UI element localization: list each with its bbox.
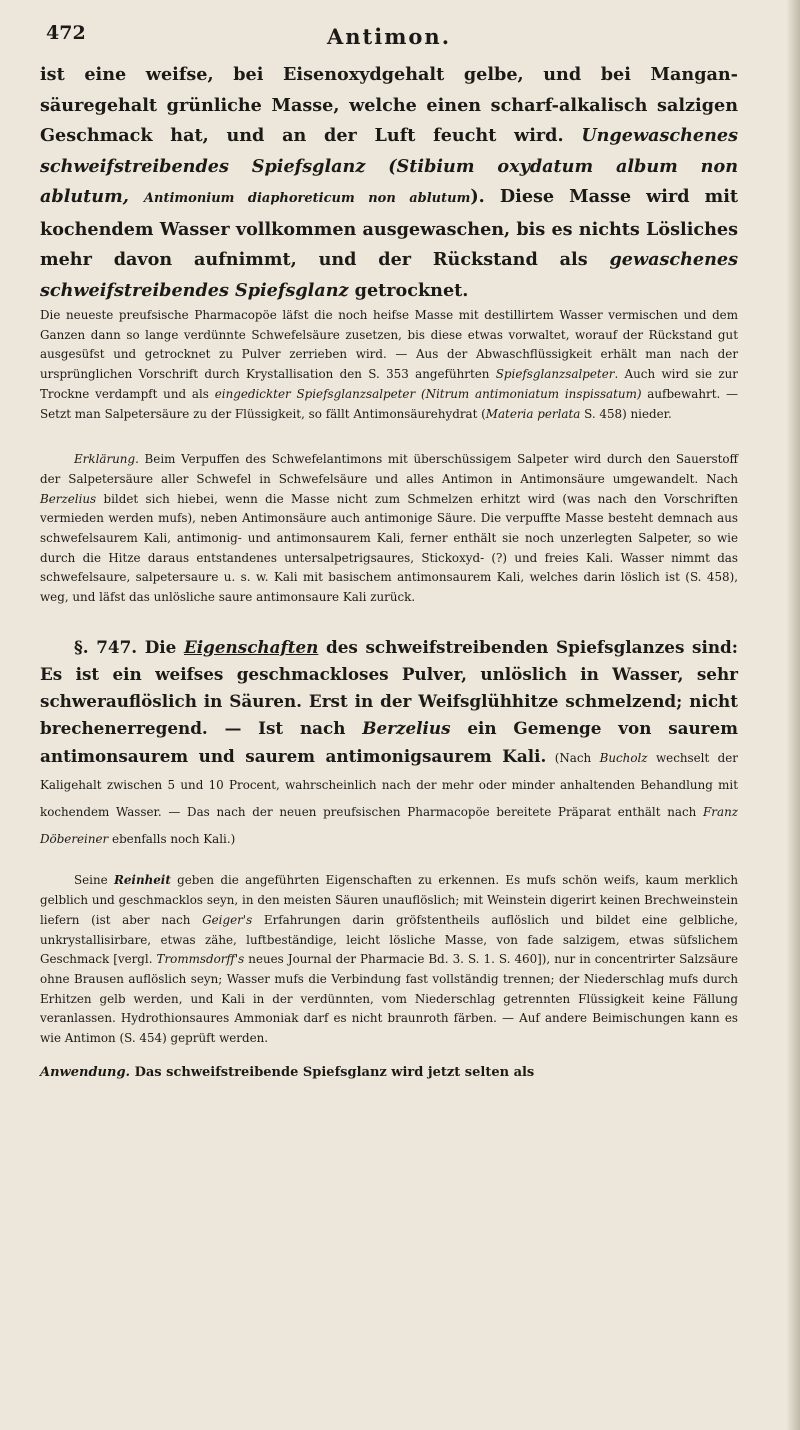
explanation-text-2: bildet sich hiebei, wenn die Masse nicht zum Schmelzen erhitzt wird (was nach den Vorschriften vermieden werden mufs), neben Antimonsäure auch antimonige Säure. Die verpuffte Masse besteht demnach aus schwefelsaurem Kali, antimonig- und antimonsaurem Kali, ferner enthält sie noch unzerlegten Salpeter, so wie durch die Hitze daraus entstandenes untersalpetrigsaures, Stickoxyd- (?) und freies Kali. Wasser nimmt das schwefelsaure, salpetersaure u. s. w. Kali mit basischem antimonsaurem Kali, welches darin löslich ist (S. 458), weg, und läfst das unlösliche saure antimonsaure Kali zurück.	[40, 491, 738, 605]
purity-paragraph	[40, 871, 738, 1048]
purity-text-2: geben die angeführten Eigenschaften zu erkennen. Es mufs schön weifs, kaum merklich gelblich und geschmacklos seyn, in den meisten Säuren unauflöslich; mit Weinstein digerirt keinen Brechweinstein liefern (ist aber nach	[40, 873, 738, 927]
purity-text-1: Seine	[74, 873, 114, 888]
running-title: Antimon.	[326, 24, 452, 49]
pharm-text-3: aufbewahrt. — Setzt man Salpetersäure zu der Flüssigkeit, so fällt Antimonsäurehydrat (	[40, 386, 738, 421]
intro-term-1: Ungewaschenes schweifstreibendes Spiefsglanz (Stibium oxydatum album non ablutum,	[40, 125, 738, 207]
explanation-text-1: Beim Verpuffen des Schwefelantimons mit überschüssigem Salpeter wird durch den Sauerstoff der Salpetersäure aller Schwefel in Schwefelsäure und alles Antimon in Antimonsäure umgewandelt. Nach	[40, 452, 738, 486]
usage-label: Anwendung.	[40, 1064, 131, 1080]
purity-author: Geiger's	[202, 912, 253, 927]
purity-journal-author: Trommsdorff's	[156, 952, 245, 967]
pharm-text-4: S. 458) nieder.	[580, 406, 672, 421]
section-text-3: ein Gemenge von saurem antimonsaurem und saurem antimonigsaurem Kali.	[40, 718, 738, 766]
explanation-label: Erklärung.	[74, 452, 139, 467]
purity-label: Reinheit	[113, 873, 171, 888]
intro-term-2: Antimonium diaphoreticum non ablutum	[143, 191, 471, 206]
intro-text-2: ). Diese Masse wird mit kochendem Wasser vollkommen ausgewaschen, bis es nichts Lösliches mehr davon aufnimmt, und der Rückstand als	[40, 186, 739, 270]
page-edge-shadow	[786, 0, 800, 1430]
section-number: §. 747.	[74, 636, 138, 657]
page-header	[40, 16, 738, 56]
section-note-author-2: Franz Döbereiner	[40, 805, 738, 847]
pharm-term-2: eingedickter Spiefsglanzsalpeter (Nitrum antimoniatum inspissatum)	[214, 386, 642, 401]
explanation-paragraph	[40, 450, 738, 608]
section-text-2: des schweifstreibenden Spiefsglanzes sind: Es ist ein weifses geschmackloses Pulver, unlöslich in Wasser, sehr schwerauflöslich in Säuren. Erst in der Weifsglühhitze schmelzend; nicht brechenerregend. — Ist nach	[40, 636, 738, 739]
pharm-text-2: . Auch wird sie zur Trockne verdampft und als	[40, 367, 738, 401]
intro-paragraph	[40, 60, 738, 306]
intro-text-3: getrocknet.	[348, 279, 469, 301]
pharmacopoeia-paragraph	[40, 306, 738, 424]
section-title: Eigenschaften	[183, 636, 319, 657]
explanation-author: Berzelius	[40, 491, 97, 506]
usage-text: Das schweifstreibende Spiefsglanz wird jetzt selten als	[130, 1064, 535, 1080]
purity-text-4: neues Journal der Pharmacie Bd. 3. S. 1. S. 460]), nur in concentrirter Salzsäure ohne Brausen auflöslich seyn; Wasser mufs die Verbindung fast vollständig trennen; der Niederschlag mufs durch Erhitzen gelb werden, und Kali in der verdünnten, vom Niederschlag getrennten Flüssigkeit keine Fällung veranlassen. Hydrothionsaures Ammoniak darf es nicht braunroth färben. — Auf andere Beimischungen kann es wie Antimon (S. 454) geprüft werden.	[40, 952, 738, 1046]
section-text-1: Die	[137, 636, 184, 657]
intro-text-1: ist eine weifse, bei Eisenoxydgehalt gelbe, und bei Mangan-säuregehalt grünliche Masse, welche einen scharf-alkalisch salzigen Geschmack hat, und an der Luft feucht wird.	[40, 64, 738, 146]
pharm-term-1: Spiefsglanzsalpeter	[495, 367, 615, 382]
section-747-paragraph	[40, 634, 738, 852]
section-note-3: ebenfalls noch Kali.)	[108, 832, 236, 847]
section-author: Berzelius	[362, 718, 451, 739]
pharm-term-3: Materia perlata	[485, 406, 581, 421]
pharm-text-1: Die neueste preufsische Pharmacopöe läfst die noch heifse Masse mit destillirtem Wasser vermischen und dem Ganzen dann so lange verdünnte Schwefelsäure zusetzen, bis diese etwas vorwaltet, worauf der Rückstand gut ausgesüfst und getrocknet zu Pulver zerrieben wird. — Aus der Abwaschflüssigkeit erhält man nach der ursprünglichen Vorschrift durch Krystallisation den S. 353 angeführten	[40, 308, 738, 382]
section-note-2: wechselt der Kaligehalt zwischen 5 und 10 Procent, wahrscheinlich nach der mehr oder minder anhaltenden Behandlung mit kochendem Wasser. — Das nach der neuen preufsischen Pharmacopöe bereitete Präparat enthält nach	[40, 750, 738, 820]
page-number: 472	[46, 22, 86, 44]
section-note-author-1: Bucholz	[599, 750, 648, 765]
purity-text-3: Erfahrungen darin gröfstentheils auflöslich und bildet eine gelbliche, unkrystallisirbare, etwas zähe, luftbeständige, leicht lösliche Masse, von fade salzigem, etwas süfslichem Geschmack [vergl.	[40, 912, 738, 967]
section-note-1: (Nach	[546, 750, 600, 765]
intro-term-3: gewaschenes schweifstreibendes Spiefsglanz	[40, 249, 738, 301]
usage-paragraph	[40, 1063, 738, 1083]
